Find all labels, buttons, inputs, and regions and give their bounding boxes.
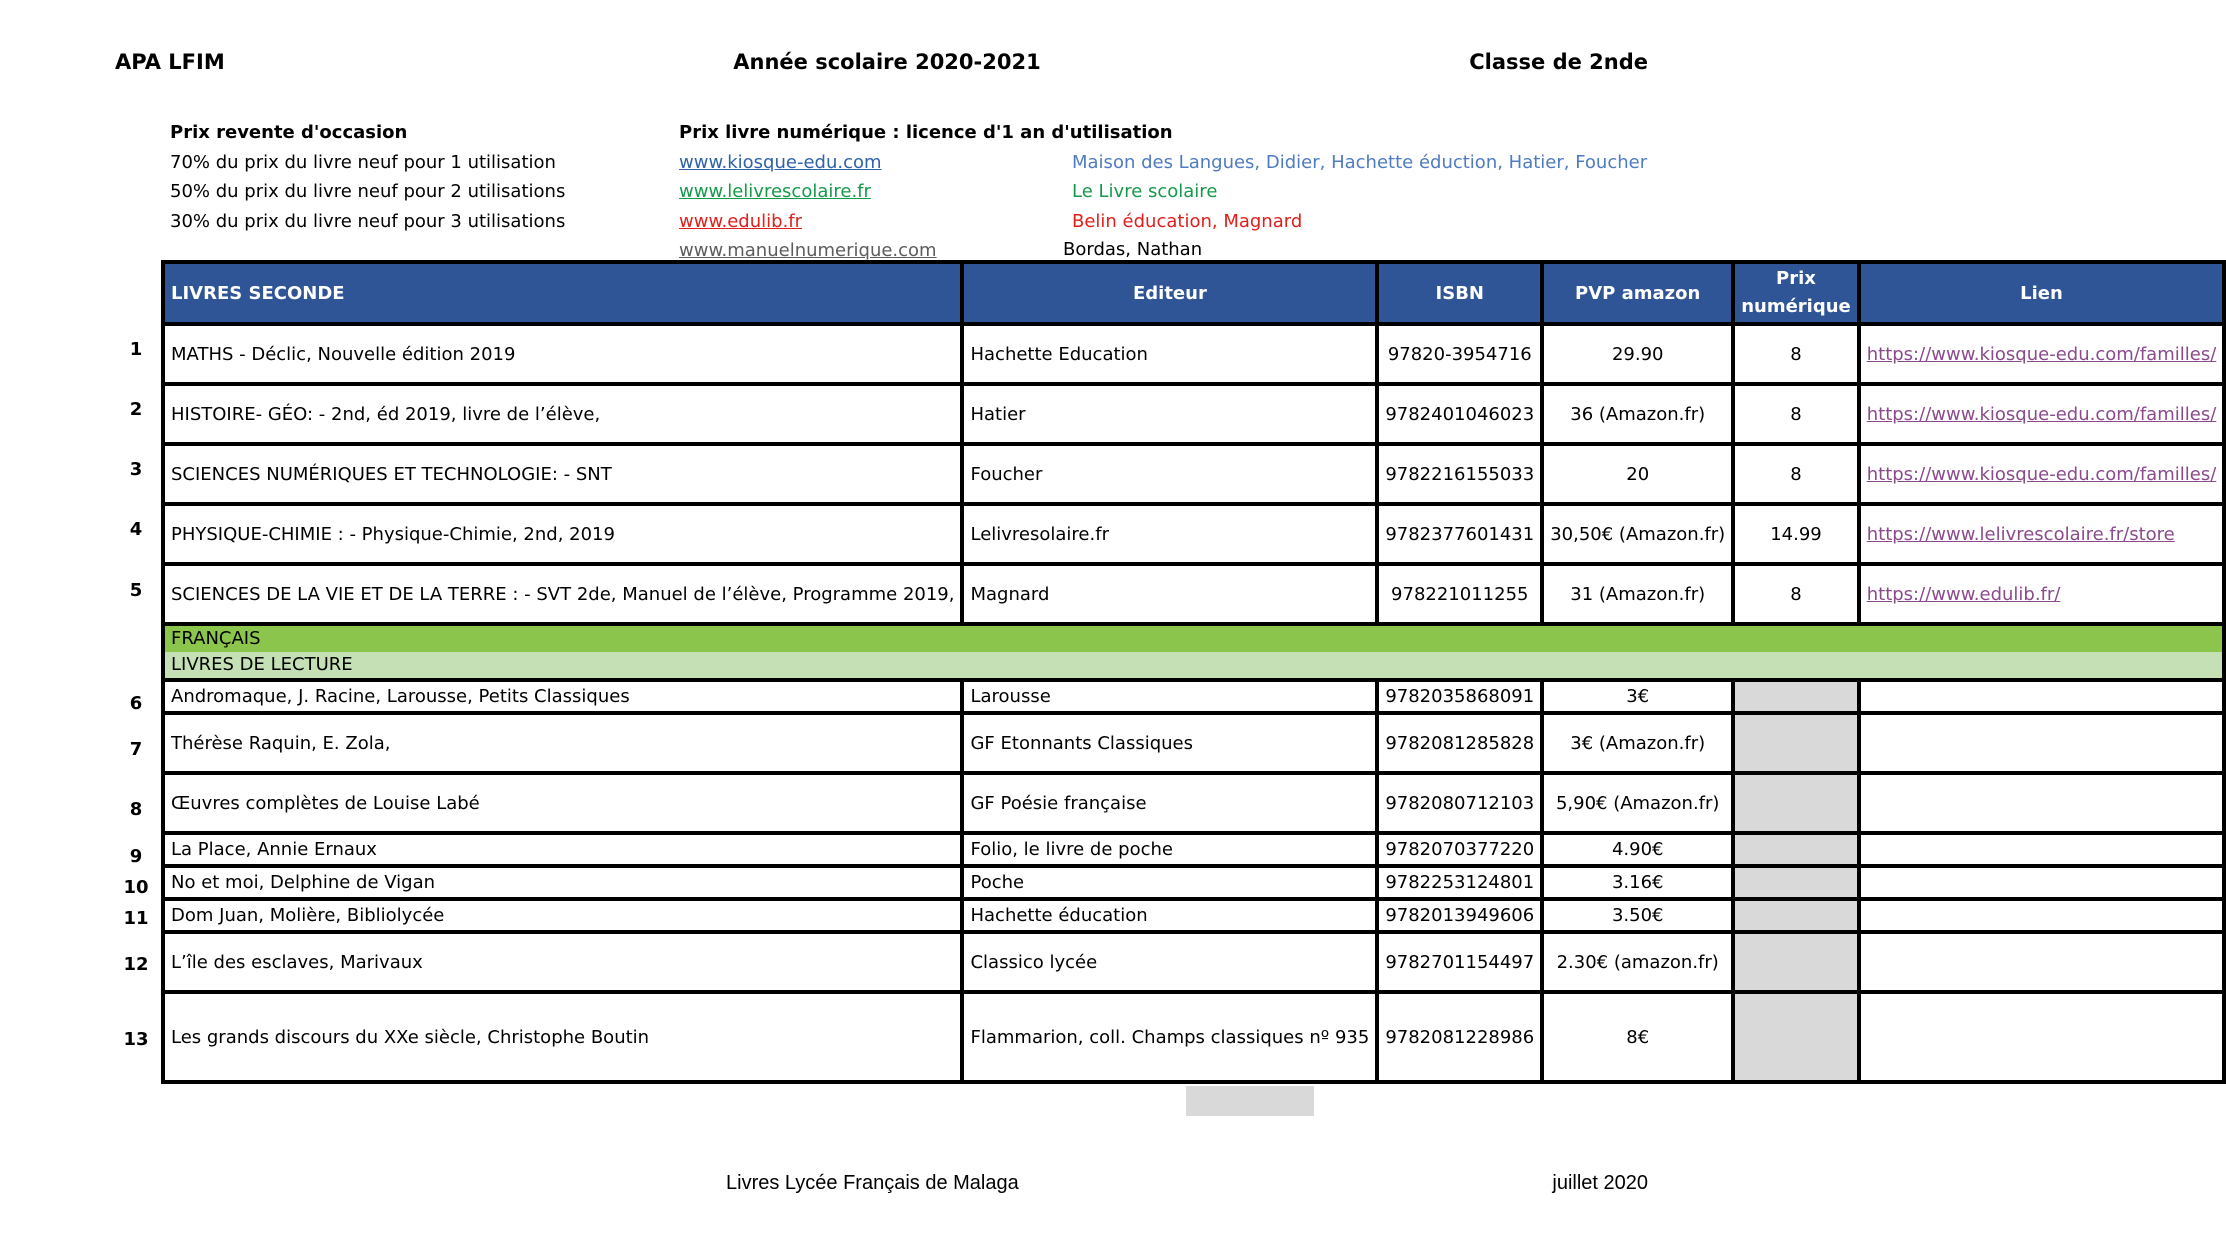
- table-row: [163, 932, 2224, 992]
- book-link: [1859, 833, 2225, 866]
- book-pvp: 29.90: [1542, 324, 1733, 384]
- row-number: 5: [129, 580, 143, 601]
- site-link-edulib[interactable]: www.edulib.fr: [679, 210, 803, 232]
- book-editor: Foucher: [962, 444, 1377, 504]
- book-editor: Magnard: [962, 564, 1377, 624]
- table-row: [163, 899, 2224, 932]
- book-title: La Place, Annie Ernaux: [163, 833, 962, 866]
- resale-line: 70% du prix du livre neuf pour 1 utilisation: [170, 151, 556, 173]
- row-number: 2: [129, 399, 143, 420]
- row-number: 11: [123, 908, 149, 929]
- table-row: [163, 866, 2224, 899]
- book-pvp: 3.16€: [1542, 866, 1733, 899]
- book-link: [1859, 713, 2225, 773]
- book-link[interactable]: https://www.kiosque-edu.com/familles/: [1859, 384, 2225, 444]
- resale-title: Prix revente d'occasion: [170, 122, 408, 143]
- books-table: [161, 260, 2226, 1084]
- table-row: [163, 324, 2224, 384]
- header-right: Classe de 2nde: [1469, 50, 1648, 74]
- table-row: [163, 680, 2224, 713]
- book-prix-numerique: [1733, 932, 1859, 992]
- book-editor: Hatier: [962, 384, 1377, 444]
- row-number: 3: [129, 459, 143, 480]
- row-number: 13: [123, 1029, 149, 1050]
- book-link[interactable]: https://www.kiosque-edu.com/familles/: [1859, 324, 2225, 384]
- publishers-edulib: Belin éducation, Magnard: [1072, 210, 1303, 232]
- col-header-prix-numerique: Prix numérique: [1733, 262, 1859, 324]
- row-number: 12: [123, 954, 149, 975]
- table-row: [163, 504, 2224, 564]
- book-editor: Flammarion, coll. Champs classiques nº 935: [962, 992, 1377, 1082]
- book-isbn: 9782401046023: [1377, 384, 1542, 444]
- table-row: [163, 992, 2224, 1082]
- book-pvp: 20: [1542, 444, 1733, 504]
- book-title: SCIENCES DE LA VIE ET DE LA TERRE : - SVT 2de, Manuel de l’élève, Programme 2019,: [163, 564, 962, 624]
- book-title: No et moi, Delphine de Vigan: [163, 866, 962, 899]
- table-row: [163, 564, 2224, 624]
- site-link-kiosque[interactable]: www.kiosque-edu.com: [679, 151, 882, 173]
- col-header-isbn: ISBN: [1377, 262, 1542, 324]
- book-title: MATHS - Déclic, Nouvelle édition 2019: [163, 324, 962, 384]
- col-header-link: Lien: [1859, 262, 2225, 324]
- book-pvp: 30,50€ (Amazon.fr): [1542, 504, 1733, 564]
- book-prix-numerique: 14.99: [1733, 504, 1859, 564]
- book-title: L’île des esclaves, Marivaux: [163, 932, 962, 992]
- book-link: [1859, 992, 2225, 1082]
- table-row: [163, 773, 2224, 833]
- grey-column-extension: [1186, 1086, 1314, 1116]
- footer-date: juillet 2020: [1552, 1172, 1648, 1194]
- publishers-lelivrescolaire: Le Livre scolaire: [1072, 181, 1218, 202]
- book-isbn: 9782035868091: [1377, 680, 1542, 713]
- header-left: APA LFIM: [115, 50, 225, 74]
- row-number: 9: [129, 846, 143, 867]
- book-editor: Lelivresolaire.fr: [962, 504, 1377, 564]
- book-link: [1859, 680, 2225, 713]
- book-title: HISTOIRE- GÉO: - 2nd, éd 2019, livre de l’élève,: [163, 384, 962, 444]
- section-label-francais: FRANÇAIS: [163, 624, 2224, 652]
- book-editor: Hachette éducation: [962, 899, 1377, 932]
- book-prix-numerique: [1733, 899, 1859, 932]
- book-prix-numerique: [1733, 680, 1859, 713]
- book-prix-numerique: [1733, 992, 1859, 1082]
- section-label-lecture: LIVRES DE LECTURE: [163, 652, 2224, 680]
- book-editor: Hachette Education: [962, 324, 1377, 384]
- row-number: 8: [129, 799, 143, 820]
- book-link: [1859, 866, 2225, 899]
- book-link[interactable]: https://www.kiosque-edu.com/familles/: [1859, 444, 2225, 504]
- table-header-row: [163, 262, 2224, 324]
- book-isbn: 9782216155033: [1377, 444, 1542, 504]
- book-pvp: 4.90€: [1542, 833, 1733, 866]
- book-isbn: 9782081285828: [1377, 713, 1542, 773]
- resale-line: 50% du prix du livre neuf pour 2 utilisations: [170, 181, 566, 202]
- book-editor: Larousse: [962, 680, 1377, 713]
- col-header-title: LIVRES SECONDE: [163, 262, 962, 324]
- book-isbn: 9782013949606: [1377, 899, 1542, 932]
- book-isbn: 978221011255: [1377, 564, 1542, 624]
- footer-title: Livres Lycée Français de Malaga: [726, 1172, 1019, 1194]
- book-prix-numerique: 8: [1733, 324, 1859, 384]
- book-title: Les grands discours du XXe siècle, Christophe Boutin: [163, 992, 962, 1082]
- book-pvp: 3€ (Amazon.fr): [1542, 713, 1733, 773]
- row-number: 6: [129, 693, 143, 714]
- digital-publishers: [1072, 118, 1647, 236]
- book-link: [1859, 899, 2225, 932]
- row-number: 7: [129, 739, 143, 760]
- book-pvp: 3€: [1542, 680, 1733, 713]
- book-link: [1859, 932, 2225, 992]
- section-row-francais: [163, 624, 2224, 652]
- book-title: Andromaque, J. Racine, Larousse, Petits Classiques: [163, 680, 962, 713]
- book-pvp: 2.30€ (amazon.fr): [1542, 932, 1733, 992]
- site-link-manuelnumerique[interactable]: www.manuelnumerique.com: [679, 240, 937, 261]
- book-title: Thérèse Raquin, E. Zola,: [163, 713, 962, 773]
- table-row: [163, 713, 2224, 773]
- book-prix-numerique: [1733, 833, 1859, 866]
- book-prix-numerique: [1733, 713, 1859, 773]
- col-header-editor: Editeur: [962, 262, 1377, 324]
- book-title: Œuvres complètes de Louise Labé: [163, 773, 962, 833]
- table-row: [163, 833, 2224, 866]
- header-title: Année scolaire 2020-2021: [733, 50, 1041, 74]
- book-prix-numerique: 8: [1733, 564, 1859, 624]
- book-prix-numerique: [1733, 773, 1859, 833]
- resale-info: [170, 118, 565, 236]
- publishers-kiosque: Maison des Langues, Didier, Hachette éduction, Hatier, Foucher: [1072, 151, 1648, 173]
- publishers-manuelnumerique: Bordas, Nathan: [1063, 239, 1203, 260]
- book-isbn: 9782081228986: [1377, 992, 1542, 1082]
- row-number: 1: [129, 339, 143, 360]
- book-prix-numerique: 8: [1733, 384, 1859, 444]
- book-pvp: 36 (Amazon.fr): [1542, 384, 1733, 444]
- book-isbn: 9782701154497: [1377, 932, 1542, 992]
- book-isbn: 9782377601431: [1377, 504, 1542, 564]
- book-editor: GF Etonnants Classiques: [962, 713, 1377, 773]
- book-link: [1859, 773, 2225, 833]
- table-row: [163, 384, 2224, 444]
- book-editor: Classico lycée: [962, 932, 1377, 992]
- book-isbn: 97820-3954716: [1377, 324, 1542, 384]
- table-row: [163, 444, 2224, 504]
- site-link-lelivrescolaire[interactable]: www.lelivrescolaire.fr: [679, 181, 871, 202]
- row-number: 4: [129, 519, 143, 540]
- book-pvp: 8€: [1542, 992, 1733, 1082]
- book-prix-numerique: 8: [1733, 444, 1859, 504]
- book-editor: Folio, le livre de poche: [962, 833, 1377, 866]
- book-link[interactable]: https://www.lelivrescolaire.fr/store: [1859, 504, 2225, 564]
- col-header-pvp: PVP amazon: [1542, 262, 1733, 324]
- book-editor: GF Poésie française: [962, 773, 1377, 833]
- book-pvp: 3.50€: [1542, 899, 1733, 932]
- book-pvp: 5,90€ (Amazon.fr): [1542, 773, 1733, 833]
- row-number: 10: [123, 877, 149, 898]
- digital-title: Prix livre numérique : licence d'1 an d'utilisation: [679, 122, 1173, 143]
- book-title: PHYSIQUE-CHIMIE : - Physique-Chimie, 2nd, 2019: [163, 504, 962, 564]
- book-pvp: 31 (Amazon.fr): [1542, 564, 1733, 624]
- book-isbn: 9782253124801: [1377, 866, 1542, 899]
- book-title: SCIENCES NUMÉRIQUES ET TECHNOLOGIE: - SNT: [163, 444, 962, 504]
- book-isbn: 9782080712103: [1377, 773, 1542, 833]
- resale-line: 30% du prix du livre neuf pour 3 utilisations: [170, 210, 566, 232]
- section-row-lecture: [163, 652, 2224, 680]
- book-isbn: 9782070377220: [1377, 833, 1542, 866]
- book-prix-numerique: [1733, 866, 1859, 899]
- book-title: Dom Juan, Molière, Bibliolycée: [163, 899, 962, 932]
- book-link[interactable]: https://www.edulib.fr/: [1859, 564, 2225, 624]
- book-editor: Poche: [962, 866, 1377, 899]
